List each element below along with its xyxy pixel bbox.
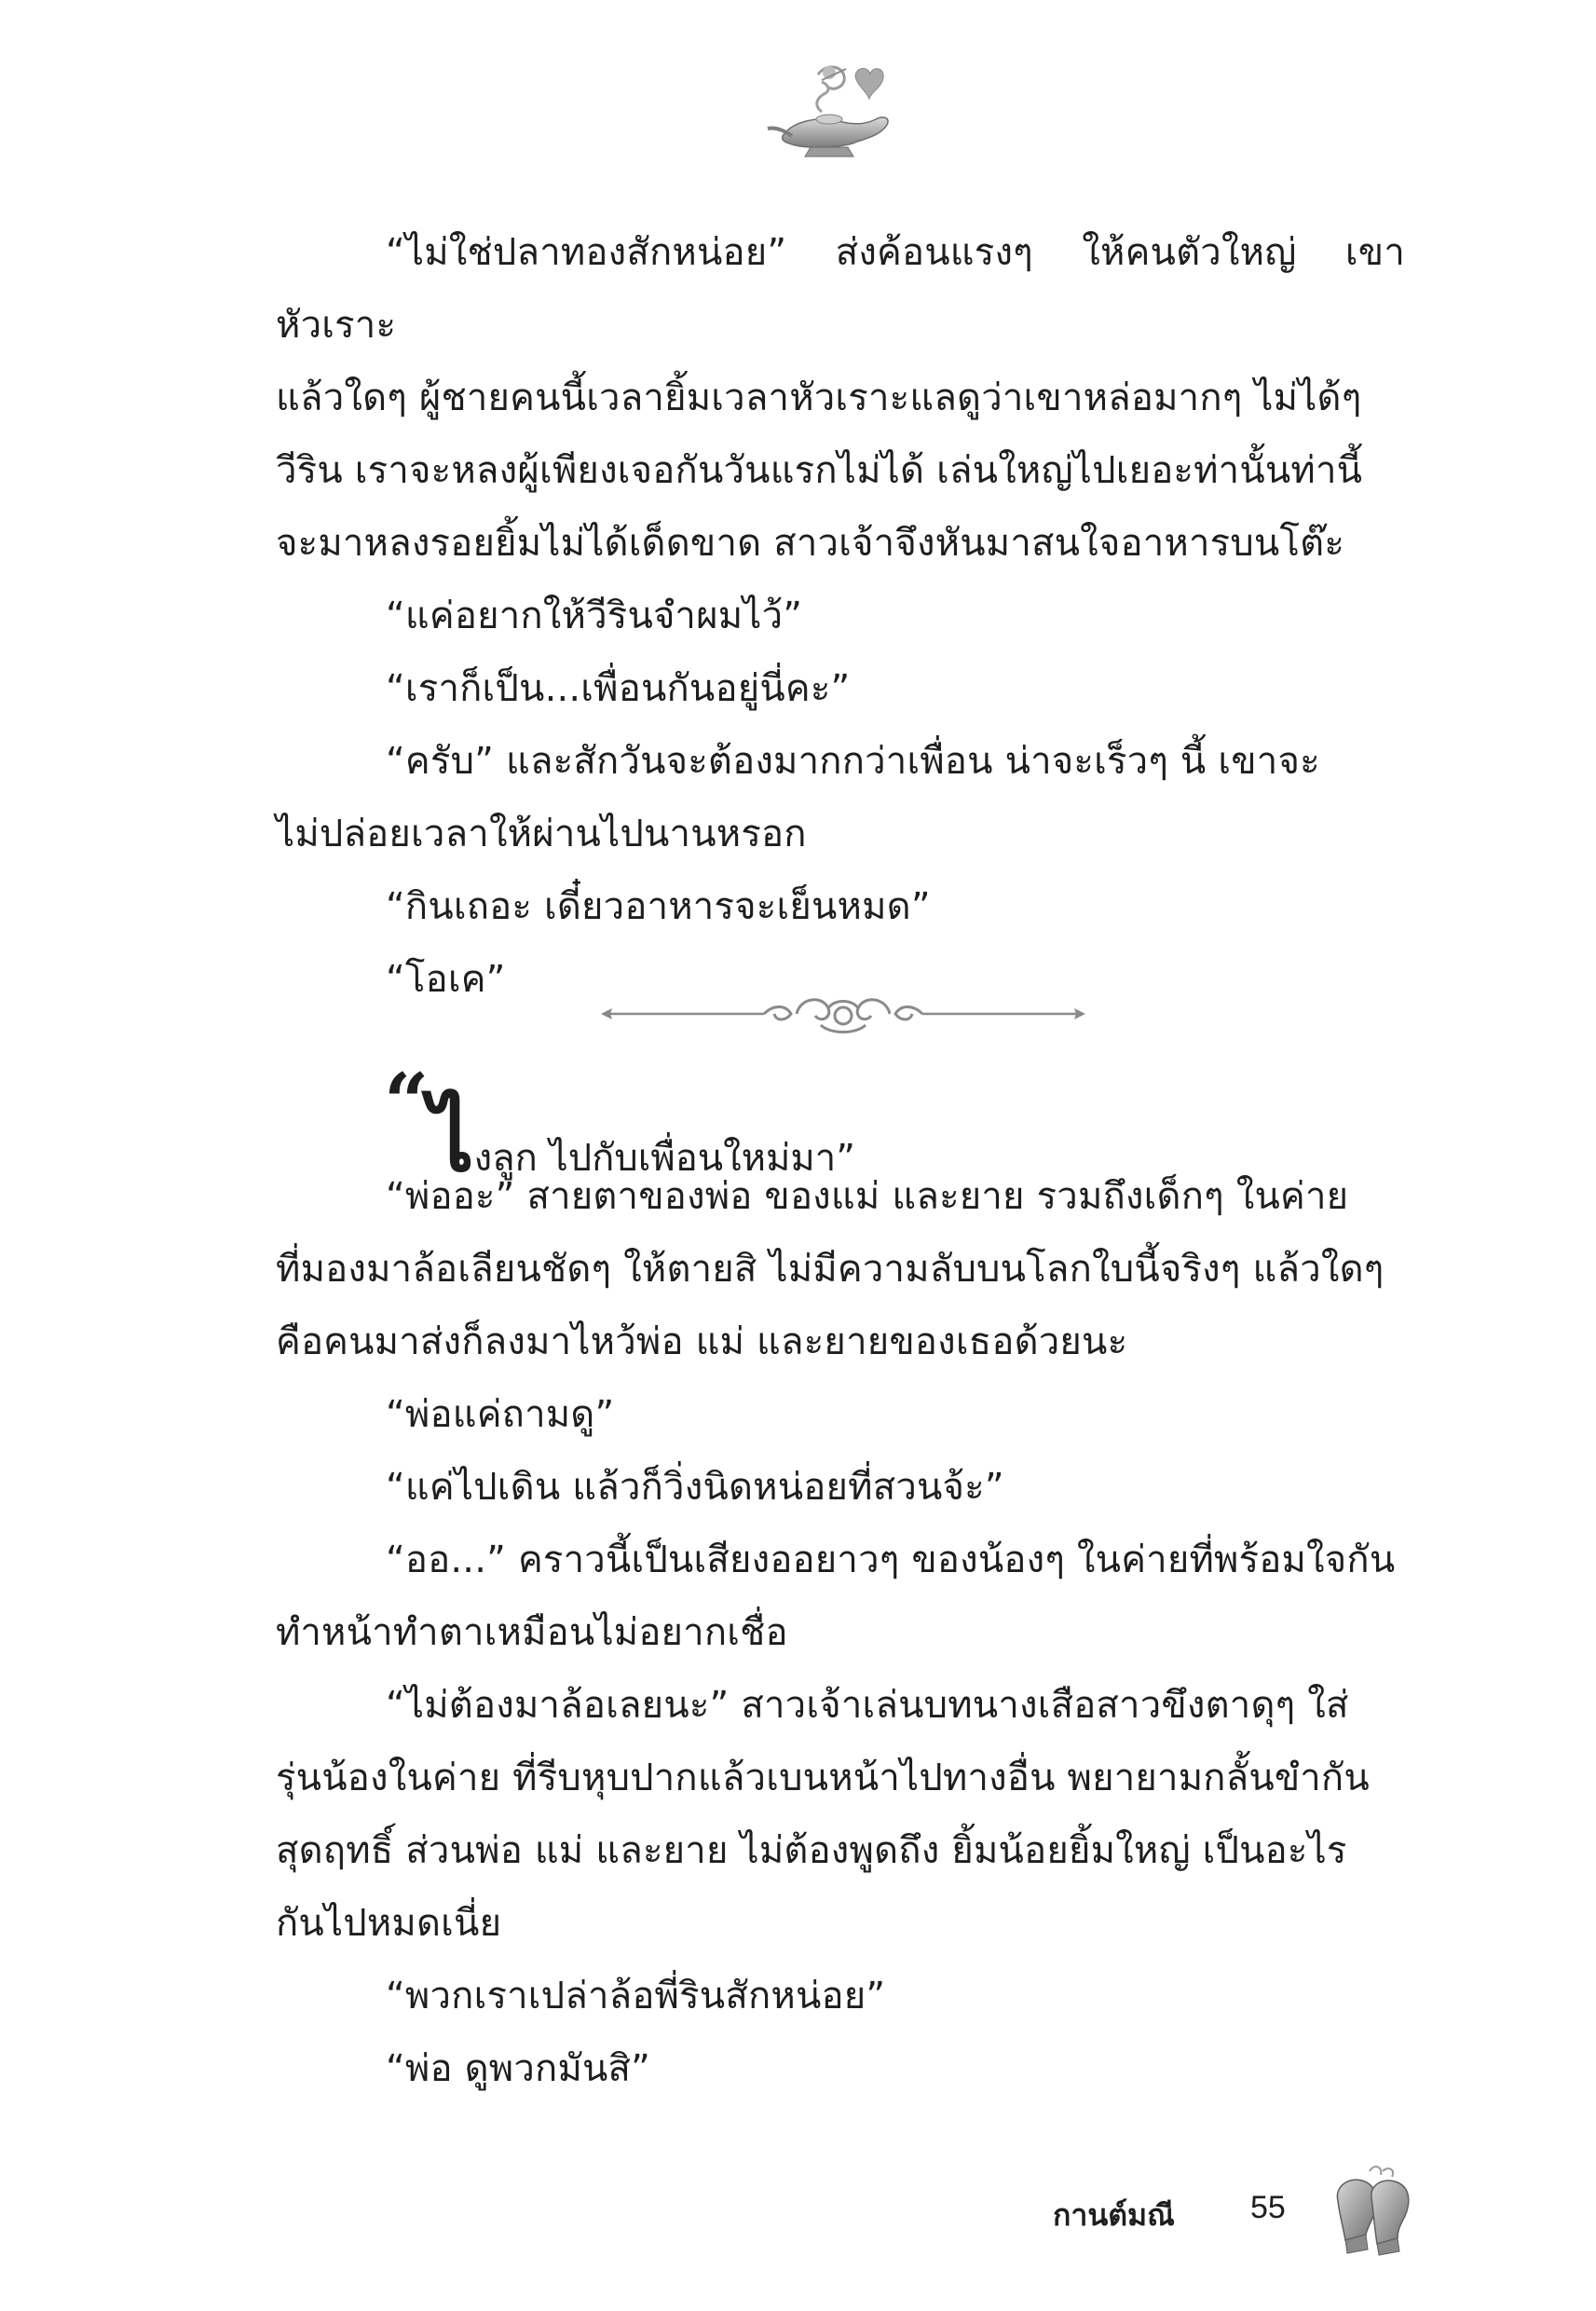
page-number: 55 — [1250, 2190, 1286, 2225]
paragraph-line: จะมาหลงรอยยิ้มไม่ได้เด็ดขาด สาวเจ้าจึงหันมาสนใจอาหารบนโต๊ะ — [276, 522, 1345, 565]
magic-lamp-heart-icon — [764, 56, 904, 168]
page-footer — [1053, 2171, 1444, 2264]
paragraph-line: คือคนมาส่งก็ลงมาไหว้พ่อ แม่ และยายของเธอด้วยนะ — [276, 1320, 1128, 1363]
paragraph-line: “ไม่ใช่ปลาทองสักหน่อย” ส่งค้อนแรงๆ ให้คนตัวใหญ่ เขาหัวเราะ — [276, 231, 1405, 347]
paragraph-line: “โอเค” — [386, 958, 506, 1001]
paragraph-line: “กินเถอะ เดี๋ยวอาหารจะเย็นหมด” — [386, 885, 931, 928]
dropcap-quote: “ — [384, 1056, 430, 1148]
paragraph-line: ไม่ปล่อยเวลาให้ผ่านไปนานหรอก — [276, 813, 807, 855]
paragraph-line: “พวกเราเปล่าล้อพี่รินสักหน่อย” — [386, 1975, 886, 2017]
scroll-ornament-divider — [601, 986, 1085, 1042]
paragraph-line: แล้วใดๆ ผู้ชายคนนี้เวลายิ้มเวลาหัวเราะแลดูว่าเขาหล่อมากๆ ไม่ได้ๆ — [276, 376, 1362, 419]
paragraph-line: รุ่นน้องในค่าย ที่รีบหุบปากแล้วเบนหน้าไปทางอื่น พยายามกลั้นขำกัน — [276, 1757, 1370, 1799]
paragraph-line: วีริน เราจะหลงผู้เพียงเจอกันวันแรกไม่ได้ เล่นใหญ่ไปเยอะท่านั้นท่านี้ — [276, 449, 1363, 492]
paragraph-line: “พ่ออะ” สายตาของพ่อ ของแม่ และยาย รวมถึงเด็กๆ ในค่าย — [386, 1175, 1349, 1218]
paragraph-line: “ครับ” และสักวันจะต้องมากกว่าเพื่อน น่าจะเร็วๆ นี้ เขาจะ — [386, 740, 1320, 783]
paragraph-line: ทำหน้าทำตาเหมือนไม่อยากเชื่อ — [276, 1611, 788, 1654]
paragraph-line: “แค่อยากให้วีรินจำผมไว้” — [386, 595, 803, 637]
book-title: กานต์มณี — [1053, 2197, 1175, 2233]
paragraph-line: สุดฤทธิ์ ส่วนพ่อ แม่ และยาย ไม่ต้องพูดถึง ยิ้มน้อยยิ้มใหญ่ เป็นอะไร — [276, 1829, 1347, 1872]
dropcap-letter: ไ — [429, 1087, 474, 1192]
paragraph-line: “เราก็เป็น...เพื่อนกันอยู่นี่คะ” — [386, 667, 851, 710]
dropcap-line — [384, 1056, 1316, 1192]
boxing-gloves-icon — [1325, 2164, 1418, 2257]
paragraph-line: “ออ...” คราวนี้เป็นเสียงออยาวๆ ของน้องๆ ในค่ายที่พร้อมใจกัน — [386, 1538, 1396, 1581]
paragraph-line: “ไม่ต้องมาล้อเลยนะ” สาวเจ้าเล่นบทนางเสือสาวขึงตาดุๆ ใส่ — [386, 1684, 1349, 1727]
paragraph-line: “พ่อ ดูพวกมันสิ” — [386, 2047, 651, 2090]
paragraph-line: “แค่ไปเดิน แล้วก็วิ่งนิดหน่อยที่สวนจ้ะ” — [386, 1466, 1004, 1509]
text-block-2 — [276, 1160, 1405, 2105]
paragraph-line: กันไปหมดเนี่ย — [276, 1902, 502, 1945]
dropcap-rest-text: งลูก ไปกับเพื่อนใหม่มา” — [473, 1137, 855, 1180]
paragraph-line: ที่มองมาล้อเลียนชัดๆ ให้ตายสิ ไม่มีความลับบนโลกใบนี้จริงๆ แล้วใดๆ — [276, 1248, 1385, 1291]
text-block-1 — [276, 216, 1405, 1016]
paragraph-line: “พ่อแค่ถามดู” — [386, 1393, 615, 1436]
